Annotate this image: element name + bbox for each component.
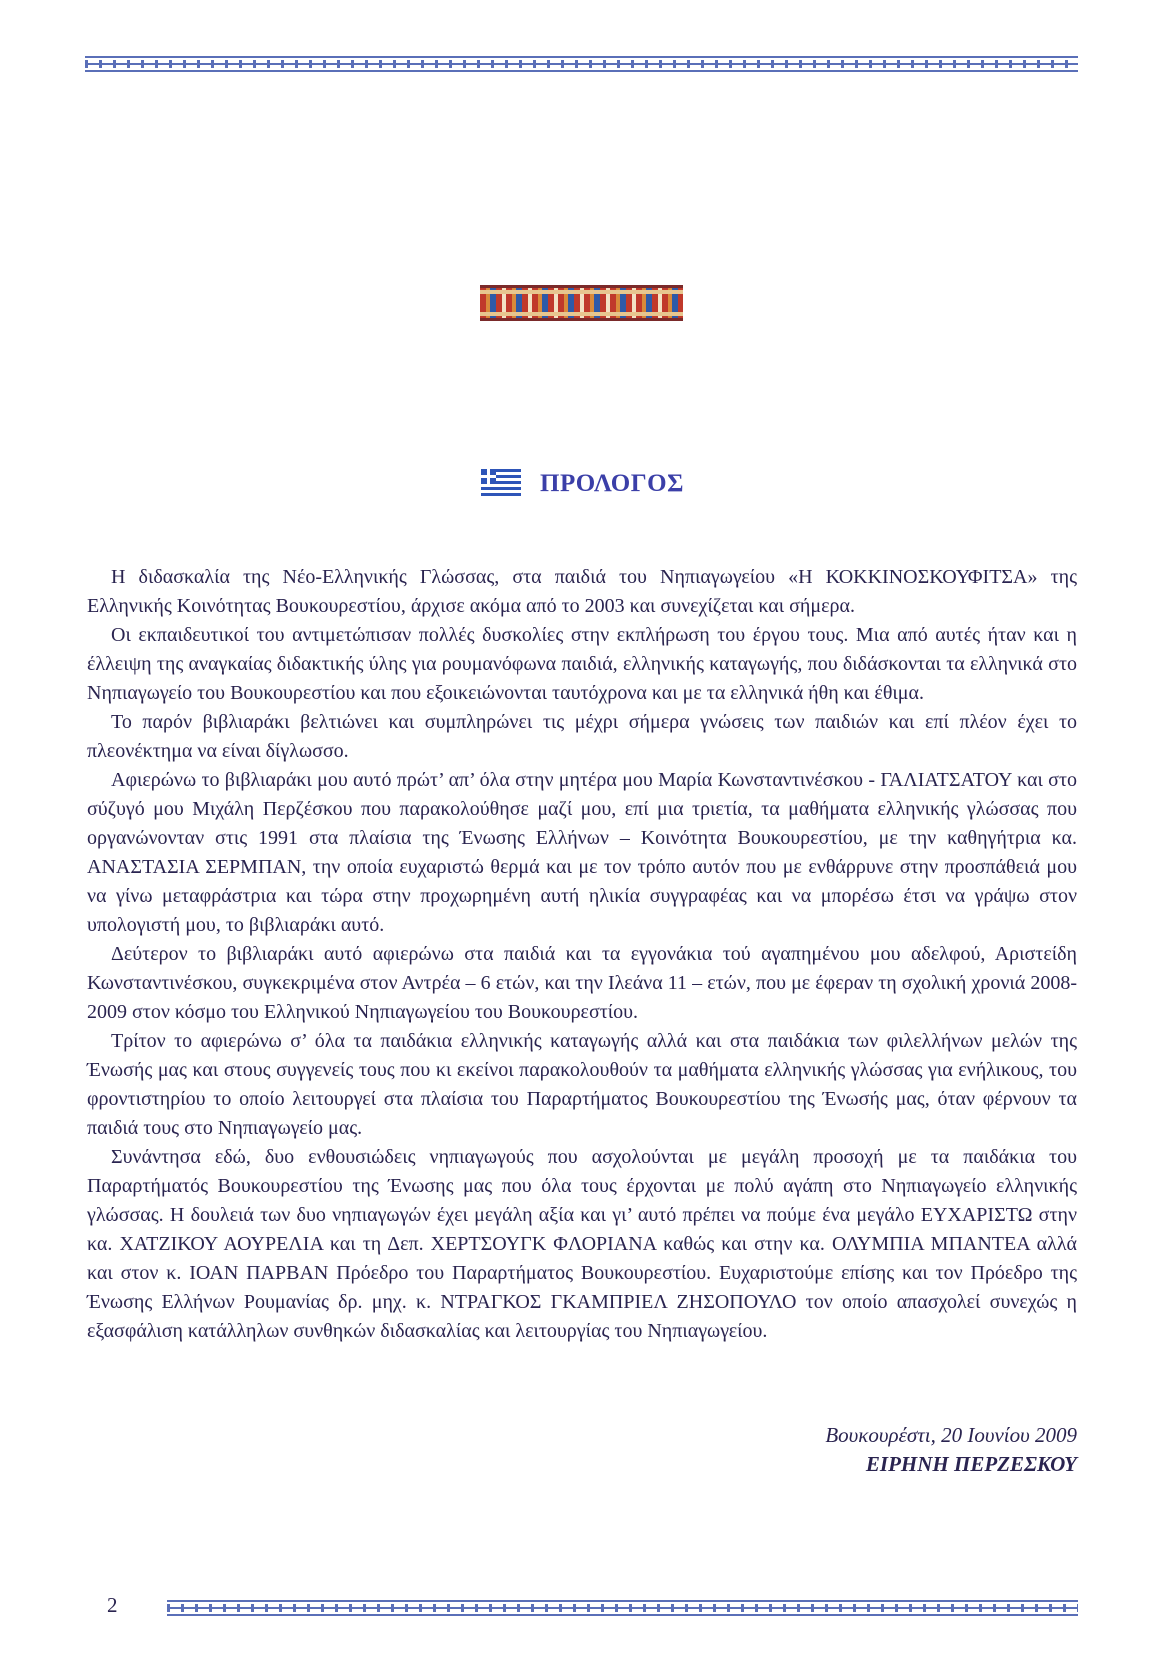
paragraph: Οι εκπαιδευτικοί του αντιμετώπισαν πολλές δυσκολίες στην εκπλήρωση του έργου τους. Μια από αυτές ήταν και η έλλειψη της αναγκαίας διδακτικής ύλης για ρουμανόφωνα παιδιά, ελληνικής καταγωγής, που διδάσκονται τα ελληνικά στο Νηπιαγωγείο του Βουκουρεστίου και που εξοικειώνονται ταυτόχρονα και με τα ελληνικά ήθη και έθιμα.: [87, 624, 1077, 704]
author-name: ΕΙΡΗΝΗ ΠΕΡΖΕΣΚΟΥ: [865, 1452, 1077, 1476]
signature-block: [825, 1421, 1077, 1479]
paragraph: Συνάντησα εδώ, δυο ενθουσιώδεις νηπιαγωγούς που ασχολούνται με μεγάλη προσοχή με τα παιδάκια του Παραρτήματός Βουκουρεστίου της Ένωσης μας που όλα τους έρχονται με πολύ αγάπη στο Νηπιαγωγείο ελληνικής γλώσσας. Η δουλειά των δυο νηπιαγωγών έχει μεγάλη αξία και γι’ αυτό πρέπει να πούμε ένα μεγάλο ΕΥΧΑΡΙΣΤΩ στην κα. ΧΑΤΖΙΚΟΥ ΑΟΥΡΕΛΙΑ και τη Δεπ. ΧΕΡΤΣΟΥΓΚ ΦΛΟΡΙΑΝΑ καθώς και στην κα. ΟΛΥΜΠΙΑ ΜΠΑΝΤΕΑ αλλά και στον κ. ΙΟΑΝ ΠΑΡΒΑΝ Πρόεδρο του Παραρτήματος Βουκουρεστίου. Ευχαριστούμε επίσης και τον Πρόεδρο της Ένωσης Ελλήνων Ρουμανίας δρ. μηχ. κ. ΝΤΡΑΓΚΟΣ ΓΚΑΜΠΡΙΕΛ ΖΗΣΟΠΟΥΛΟ τον οποίο απασχολεί συνεχώς η εξασφάλιση κατάλληλων συνθηκών διδασκαλίας και λειτουργίας του Νηπιαγωγείου.: [87, 1146, 1077, 1342]
place-date: Βουκουρέστι, 20 Ιουνίου 2009: [825, 1423, 1077, 1447]
embroidery-ornament: [480, 285, 683, 321]
paragraph: Το παρόν βιβλιαράκι βελτιώνει και συμπληρώνει τις μέχρι σήμερα γνώσεις των παιδιών και επί πλέον έχει το πλεονέκτημα να είναι δίγλωσσο.: [87, 711, 1077, 762]
page-title: ΠΡΟΛΟΓΟΣ: [540, 470, 684, 497]
paragraph: Δεύτερον το βιβλιαράκι αυτό αφιερώνω στα παιδιά και τα εγγονάκια τού αγαπημένου μου αδελφού, Αριστείδη Κωνσταντινέσκου, συγκεκριμένα στον Αντρέα – 6 ετών, και την Ιλεάνα 11 – ετών, που με έφεραν τη σχολική χρονιά 2008-2009 στον κόσμο του Ελληνικού Νηπιαγωγείου του Βουκουρεστίου.: [87, 943, 1077, 1023]
paragraph: Η διδασκαλία της Νέο-Ελληνικής Γλώσσας, στα παιδιά του Νηπιαγωγείου «Η ΚΟΚΚΙΝΟΣΚΟΥΦΙΤΣΑ» της Ελληνικής Κοινότητας Βουκουρεστίου, άρχισε ακόμα από το 2003 και συνεχίζεται και σήμερα.: [87, 566, 1077, 617]
page-number: 2: [107, 1593, 118, 1617]
greek-flag-icon: [481, 469, 521, 496]
greek-key-border-bottom: [167, 1600, 1078, 1616]
greek-key-border-top: [85, 56, 1078, 72]
prologue-body: [87, 563, 1077, 1346]
paragraph: Τρίτον το αφιερώνω σ’ όλα τα παιδάκια ελληνικής καταγωγής αλλά και στα παιδάκια των φιλελλήνων μελών της Ένωσής μας και στους συγγενείς τους που κι εκείνοι παρακολουθούν τα μαθήματα ελληνικής γλώσσας για ενήλικους, του φροντιστηρίου το οποίο λειτουργεί στα πλαίσια του Παραρτήματος Βουκουρεστίου της Ένωσής μας, όταν φέρνουν τα παιδιά τους στο Νηπιαγωγείο μας.: [87, 1030, 1077, 1139]
paragraph: Αφιερώνω το βιβλιαράκι μου αυτό πρώτ’ απ’ όλα στην μητέρα μου Μαρία Κωνσταντινέσκου - ΓΑΛΙΑΤΣΑΤΟΥ και στο σύζυγό μου Μιχάλη Περζέσκου που παρακολούθησε μαζί μου, επί μια τριετία, τα μαθήματα ελληνικής γλώσσας που οργανώνονταν στις 1991 στα πλαίσια της Ένωσης Ελλήνων – Κοινότητα Βουκουρεστίου, με την καθηγήτρια κα. ΑΝΑΣΤΑΣΙΑ ΣΕΡΜΠΑΝ, την οποία ευχαριστώ θερμά και με τον τρόπο αυτόν που με ενθάρρυνε στην προσπάθειά μου να γίνω μεταφράστρια και τώρα στην προχωρημένη αυτή ηλικία συγγραφέας και να μπορέσω έτσι να γράψω στον υπολογιστή μου, το βιβλιαράκι αυτό.: [87, 769, 1077, 936]
